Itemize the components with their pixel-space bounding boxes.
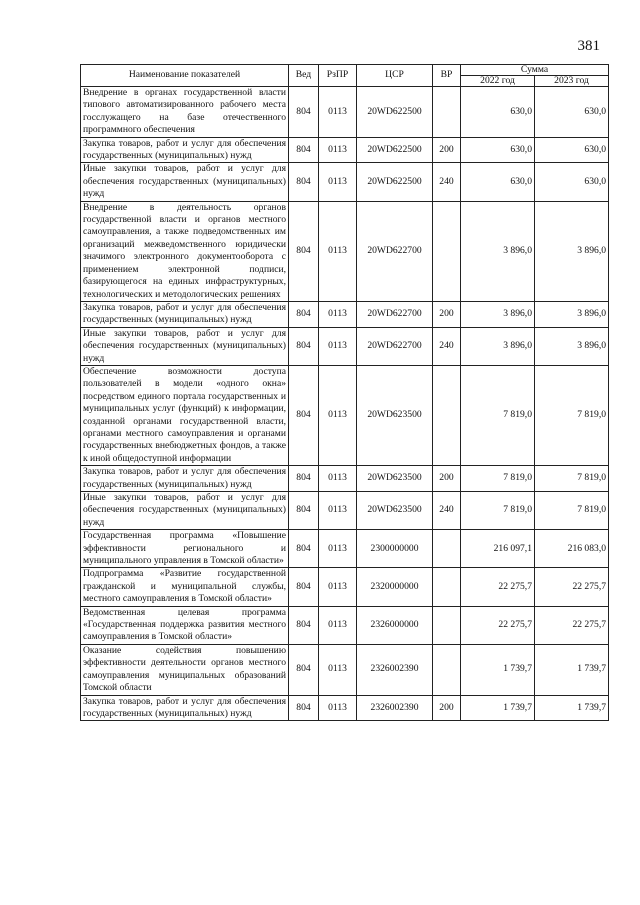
header-name: Наименование показателей xyxy=(81,65,289,87)
cell-rzpr: 0113 xyxy=(319,568,357,606)
cell-vr: 240 xyxy=(433,327,461,365)
cell-csr: 20WD623500 xyxy=(357,466,433,492)
cell-name: Оказание содействия повышению эффективности деятельности органов местного самоуправления муниципальных образований Томской области xyxy=(81,644,289,695)
cell-vr xyxy=(433,606,461,644)
cell-ved: 804 xyxy=(289,492,319,530)
cell-name: Закупка товаров, работ и услуг для обеспечения государственных (муниципальных) нужд xyxy=(81,137,289,163)
cell-csr: 20WD622700 xyxy=(357,327,433,365)
cell-ved: 804 xyxy=(289,87,319,138)
cell-sum-2023: 216 083,0 xyxy=(535,530,609,568)
page-number: 381 xyxy=(577,38,600,54)
cell-name: Ведомственная целевая программа «Государственная поддержка развития местного самоуправления в Томской области» xyxy=(81,606,289,644)
cell-vr xyxy=(433,87,461,138)
cell-sum-2022: 630,0 xyxy=(461,87,535,138)
table-row xyxy=(81,163,609,201)
cell-rzpr: 0113 xyxy=(319,695,357,721)
table-row xyxy=(81,644,609,695)
cell-sum-2022: 7 819,0 xyxy=(461,492,535,530)
cell-ved: 804 xyxy=(289,530,319,568)
cell-ved: 804 xyxy=(289,568,319,606)
cell-sum-2022: 3 896,0 xyxy=(461,201,535,301)
cell-vr: 200 xyxy=(433,466,461,492)
cell-sum-2022: 630,0 xyxy=(461,137,535,163)
table-row xyxy=(81,695,609,721)
cell-name: Государственная программа «Повышение эффективности регионального и муниципального управления в Томской области» xyxy=(81,530,289,568)
table-row xyxy=(81,87,609,138)
cell-sum-2023: 1 739,7 xyxy=(535,644,609,695)
cell-sum-2022: 22 275,7 xyxy=(461,568,535,606)
cell-sum-2023: 3 896,0 xyxy=(535,327,609,365)
table-row xyxy=(81,492,609,530)
cell-vr xyxy=(433,201,461,301)
cell-rzpr: 0113 xyxy=(319,327,357,365)
cell-name: Иные закупки товаров, работ и услуг для обеспечения государственных (муниципальных) нужд xyxy=(81,163,289,201)
cell-sum-2022: 22 275,7 xyxy=(461,606,535,644)
cell-sum-2022: 1 739,7 xyxy=(461,695,535,721)
cell-sum-2023: 22 275,7 xyxy=(535,606,609,644)
cell-rzpr: 0113 xyxy=(319,492,357,530)
cell-sum-2023: 7 819,0 xyxy=(535,365,609,465)
cell-vr: 200 xyxy=(433,137,461,163)
cell-rzpr: 0113 xyxy=(319,137,357,163)
table-body xyxy=(81,87,609,721)
table-row xyxy=(81,301,609,327)
cell-name: Внедрение в деятельность органов государственной власти и органов местного самоуправления, а также подведомственных им организаций межведомственного юридически значимого электронного документооборота с применением электронной подписи, базирующегося на единых инфраструктурных, технологических и методологических решениях xyxy=(81,201,289,301)
cell-sum-2023: 630,0 xyxy=(535,163,609,201)
cell-vr: 200 xyxy=(433,301,461,327)
cell-ved: 804 xyxy=(289,163,319,201)
cell-rzpr: 0113 xyxy=(319,530,357,568)
header-sum: Сумма xyxy=(461,65,609,76)
cell-rzpr: 0113 xyxy=(319,87,357,138)
cell-rzpr: 0113 xyxy=(319,365,357,465)
cell-vr xyxy=(433,530,461,568)
cell-vr xyxy=(433,568,461,606)
cell-sum-2023: 1 739,7 xyxy=(535,695,609,721)
header-ved: Вед xyxy=(289,65,319,87)
cell-ved: 804 xyxy=(289,466,319,492)
table-row xyxy=(81,466,609,492)
cell-csr: 2320000000 xyxy=(357,568,433,606)
cell-name: Иные закупки товаров, работ и услуг для обеспечения государственных (муниципальных) нужд xyxy=(81,327,289,365)
cell-sum-2022: 7 819,0 xyxy=(461,466,535,492)
header-year-2023: 2023 год xyxy=(535,76,609,87)
header-rzpr: РзПР xyxy=(319,65,357,87)
cell-csr: 2326002390 xyxy=(357,695,433,721)
table-row xyxy=(81,365,609,465)
table-row xyxy=(81,530,609,568)
cell-sum-2022: 3 896,0 xyxy=(461,301,535,327)
cell-csr: 20WD622700 xyxy=(357,201,433,301)
cell-ved: 804 xyxy=(289,695,319,721)
cell-name: Иные закупки товаров, работ и услуг для обеспечения государственных (муниципальных) нужд xyxy=(81,492,289,530)
cell-name: Закупка товаров, работ и услуг для обеспечения государственных (муниципальных) нужд xyxy=(81,695,289,721)
cell-name: Закупка товаров, работ и услуг для обеспечения государственных (муниципальных) нужд xyxy=(81,301,289,327)
table-row xyxy=(81,568,609,606)
header-vr: ВР xyxy=(433,65,461,87)
header-year-2022: 2022 год xyxy=(461,76,535,87)
cell-rzpr: 0113 xyxy=(319,201,357,301)
header-csr: ЦСР xyxy=(357,65,433,87)
cell-vr: 240 xyxy=(433,163,461,201)
cell-csr: 2300000000 xyxy=(357,530,433,568)
cell-name: Закупка товаров, работ и услуг для обеспечения государственных (муниципальных) нужд xyxy=(81,466,289,492)
cell-csr: 20WD622500 xyxy=(357,163,433,201)
cell-ved: 804 xyxy=(289,201,319,301)
cell-sum-2023: 3 896,0 xyxy=(535,201,609,301)
table-header xyxy=(81,65,609,87)
cell-rzpr: 0113 xyxy=(319,466,357,492)
cell-ved: 804 xyxy=(289,606,319,644)
cell-sum-2022: 630,0 xyxy=(461,163,535,201)
cell-rzpr: 0113 xyxy=(319,301,357,327)
cell-ved: 804 xyxy=(289,301,319,327)
cell-name: Обеспечение возможности доступа пользователей в модели «одного окна» посредством единого портала государственных и муниципальных услуг (функций) к информации, созданной органами государственной власти, органами местного самоуправления и органами государственных внебюджетных фондов, а также к иной общедоступной информации xyxy=(81,365,289,465)
cell-name: Внедрение в органах государственной власти типового автоматизированного рабочего места госслужащего на базе отечественного программного обеспечения xyxy=(81,87,289,138)
cell-rzpr: 0113 xyxy=(319,644,357,695)
table-row xyxy=(81,327,609,365)
cell-sum-2022: 216 097,1 xyxy=(461,530,535,568)
cell-ved: 804 xyxy=(289,137,319,163)
cell-sum-2023: 7 819,0 xyxy=(535,466,609,492)
cell-rzpr: 0113 xyxy=(319,163,357,201)
cell-vr: 240 xyxy=(433,492,461,530)
cell-csr: 20WD623500 xyxy=(357,365,433,465)
cell-vr xyxy=(433,365,461,465)
cell-sum-2023: 630,0 xyxy=(535,87,609,138)
cell-csr: 20WD622700 xyxy=(357,301,433,327)
table-row xyxy=(81,201,609,301)
cell-ved: 804 xyxy=(289,365,319,465)
table-row xyxy=(81,137,609,163)
cell-ved: 804 xyxy=(289,327,319,365)
cell-csr: 2326002390 xyxy=(357,644,433,695)
cell-name: Подпрограмма «Развитие государственной гражданской и муниципальной службы, местного самоуправления в Томской области» xyxy=(81,568,289,606)
cell-sum-2023: 3 896,0 xyxy=(535,301,609,327)
cell-csr: 2326000000 xyxy=(357,606,433,644)
cell-sum-2023: 22 275,7 xyxy=(535,568,609,606)
cell-vr xyxy=(433,644,461,695)
cell-sum-2022: 7 819,0 xyxy=(461,365,535,465)
cell-ved: 804 xyxy=(289,644,319,695)
table-row xyxy=(81,606,609,644)
cell-rzpr: 0113 xyxy=(319,606,357,644)
cell-sum-2022: 3 896,0 xyxy=(461,327,535,365)
cell-sum-2023: 630,0 xyxy=(535,137,609,163)
cell-csr: 20WD622500 xyxy=(357,87,433,138)
cell-csr: 20WD623500 xyxy=(357,492,433,530)
cell-sum-2022: 1 739,7 xyxy=(461,644,535,695)
cell-csr: 20WD622500 xyxy=(357,137,433,163)
cell-sum-2023: 7 819,0 xyxy=(535,492,609,530)
cell-vr: 200 xyxy=(433,695,461,721)
budget-table xyxy=(80,64,609,721)
